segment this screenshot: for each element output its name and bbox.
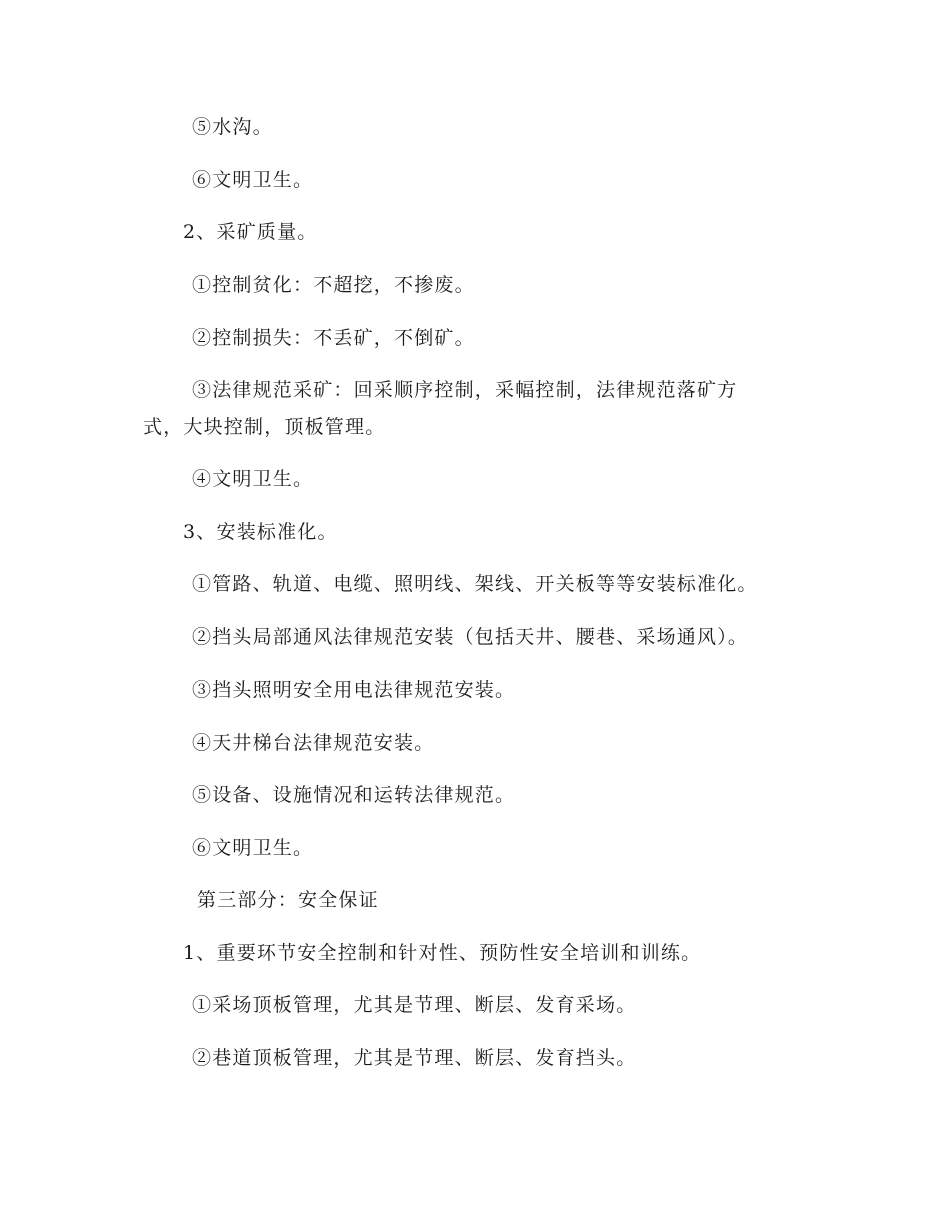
paragraph-line: ⑥文明卫生。	[192, 169, 314, 191]
paragraph-line: ③挡头照明安全用电法律规范安装。	[192, 679, 516, 701]
section-heading: 2、采矿质量。	[183, 221, 318, 243]
paragraph-line: ②控制损失：不丢矿，不倒矿。	[192, 327, 475, 349]
paragraph-line: ①管路、轨道、电缆、照明线、架线、开关板等等安装标准化。	[192, 573, 758, 595]
section-heading: 3、安装标准化。	[183, 521, 338, 543]
paragraph-line: ①控制贫化：不超挖，不掺废。	[192, 274, 475, 296]
paragraph-line: ⑥文明卫生。	[192, 837, 314, 859]
paragraph-line: ⑤水沟。	[192, 116, 273, 138]
paragraph-line-continuation: 式，大块控制，顶板管理。	[143, 416, 386, 438]
paragraph-line: ③法律规范采矿：回采顺序控制，采幅控制，法律规范落矿方	[192, 379, 738, 401]
section-heading: 1、重要环节安全控制和针对性、预防性安全培训和训练。	[183, 942, 702, 964]
paragraph-line: ②巷道顶板管理，尤其是节理、断层、发育挡头。	[192, 1047, 637, 1069]
paragraph-line: ②挡头局部通风法律规范安装（包括天井、腰巷、采场通风）。	[192, 626, 749, 648]
paragraph-line: ⑤设备、设施情况和运转法律规范。	[192, 784, 516, 806]
paragraph-line: ①采场顶板管理，尤其是节理、断层、发育采场。	[192, 994, 637, 1016]
part-heading: 第三部分：安全保证	[197, 889, 379, 911]
paragraph-line: ④文明卫生。	[192, 468, 314, 490]
paragraph-line: ④天井梯台法律规范安装。	[192, 732, 435, 754]
